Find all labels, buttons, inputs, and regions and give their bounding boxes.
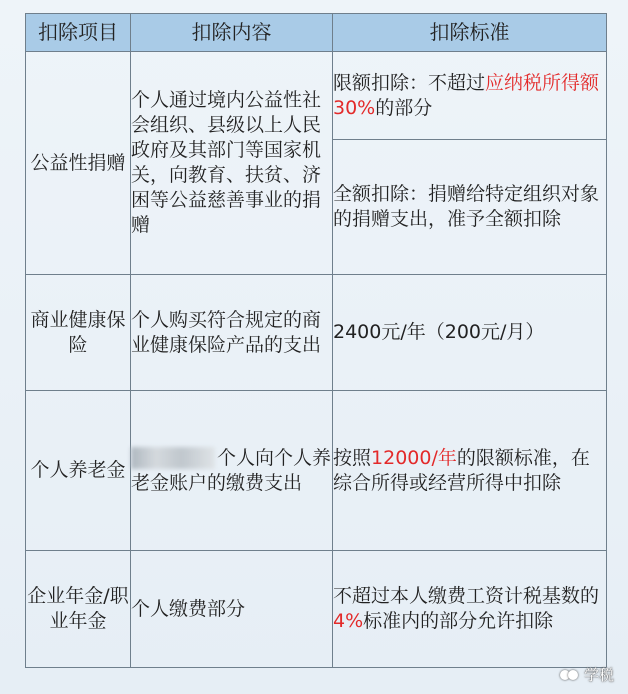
item-pension: 个人养老金 (26, 391, 131, 551)
standard-annuity-prefix: 不超过本人缴费工资计税基数的 (333, 585, 600, 607)
header-content: 扣除内容 (131, 14, 333, 52)
header-standard: 扣除标准 (333, 14, 607, 52)
standard-annuity (333, 551, 607, 668)
header-row (26, 14, 607, 52)
standard-health: 2400元/年（200元/月） (333, 275, 607, 391)
redacted-blur (131, 447, 215, 469)
standard-charity-limited (333, 52, 607, 140)
item-health: 商业健康保险 (26, 275, 131, 391)
standard-pension (333, 391, 607, 551)
table-row-pension (26, 391, 607, 551)
standard-charity-full: 全额扣除：捐赠给特定组织对象的捐赠支出，准予全额扣除 (333, 140, 607, 275)
standard-charity-limited-prefix: 限额扣除：不超过 (333, 71, 486, 94)
standard-pension-suffix: 的限额标准，在综合所得或经营所得中扣除 (333, 446, 590, 494)
double-circle-logo-icon (560, 668, 580, 682)
content-health: 个人购买符合规定的商业健康保险产品的支出 (131, 275, 333, 391)
watermark-text: 学税 (583, 666, 614, 684)
table-row-health (26, 275, 607, 391)
item-annuity: 企业年金/职业年金 (26, 551, 131, 668)
watermark (560, 664, 614, 685)
standard-charity-limited-highlight: 应纳税所得额30% (333, 71, 600, 119)
content-pension (131, 391, 333, 551)
content-charity: 个人通过境内公益性社会组织、县级以上人民政府及其部门等国家机关，向教育、扶贫、济困等公益慈善事业的捐赠 (131, 52, 333, 275)
standard-annuity-highlight: 4% (333, 610, 364, 632)
content-pension-text: 个人向个人养老金账户的缴费支出 (131, 446, 332, 494)
standard-pension-highlight: 12000/年 (371, 446, 457, 469)
deduction-table (25, 13, 607, 668)
table-row-charity (26, 52, 607, 140)
standard-pension-prefix: 按照 (333, 446, 372, 469)
content-annuity: 个人缴费部分 (131, 551, 333, 668)
item-charity: 公益性捐赠 (26, 52, 131, 275)
table-row-annuity (26, 551, 607, 668)
standard-charity-limited-suffix: 的部分 (375, 96, 433, 119)
standard-annuity-suffix: 标准内的部分允许扣除 (363, 610, 554, 632)
header-item: 扣除项目 (26, 14, 131, 52)
